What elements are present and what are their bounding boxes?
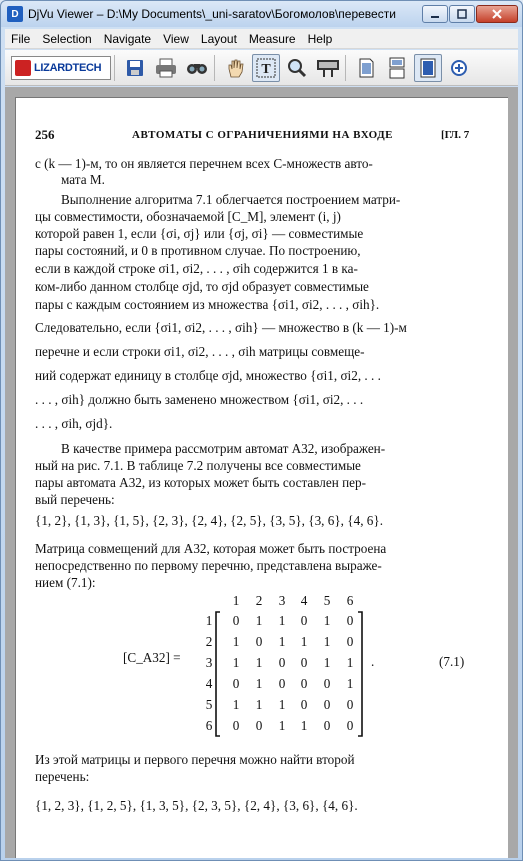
single-page-button[interactable] [352, 54, 380, 82]
matrix-cell: 0 [232, 613, 240, 628]
first-list: {1, 2}, {1, 3}, {1, 5}, {2, 3}, {2, 4}, {2, 5}, {3, 5}, {3, 6}, {4, 6}. [35, 513, 384, 528]
window-title: DjVu Viewer – D:\My Documents\_uni-saratov\Богомолов\перевести [28, 7, 396, 21]
text-line: ный на рис. 7.1. В таблице 7.2 получены все совместимые [35, 458, 361, 473]
text-line: Из этой матрицы и первого перечня можно найти второй [35, 752, 355, 767]
text-line: Следовательно, если {σi1, σi2, . . . , σih} — множество в (k — 1)-м [35, 320, 407, 335]
matrix-cell: 1 [278, 634, 286, 649]
matrix-cell: 1 [323, 613, 331, 628]
matrix-cell: 1 [278, 718, 286, 733]
text-line: . . . , σih, σjd}. [35, 416, 113, 431]
menu-navigate[interactable]: Navigate [103, 31, 152, 46]
toolbar-separator [345, 55, 346, 81]
matrix-cell: 0 [300, 655, 308, 670]
text-line: цы совместимости, обозначаемой [C_M], элемент (i, j) [35, 209, 341, 224]
toolbar-separator [114, 55, 115, 81]
facing-page-icon [418, 57, 438, 79]
matrix-row-header: 3 [205, 655, 213, 670]
logo-text: LIZARDTECH [34, 61, 102, 74]
text-line: которой равен 1, если {σi, σj} или {σj, σi} — совместимые [35, 226, 364, 241]
matrix-cell: 1 [323, 655, 331, 670]
document-viewport[interactable] [5, 87, 518, 858]
text-line: ний содержат единицу в столбце σjd, множество {σi1, σi2, . . . [35, 368, 381, 383]
maximize-icon [457, 9, 467, 19]
matrix-row-header: 5 [205, 697, 213, 712]
svg-text:T: T [261, 61, 271, 77]
text-line: Матрица совмещений для A32, которая может быть построена [35, 541, 387, 556]
text-select-button[interactable] [252, 54, 280, 82]
print-icon [155, 58, 177, 78]
matrix-cell: 0 [346, 697, 354, 712]
zoom-button[interactable] [283, 54, 311, 82]
matrix-cell: 0 [278, 676, 286, 691]
matrix-row-header: 2 [205, 634, 213, 649]
text-line: пары состояний, и 0 в противном случае. По построению, [35, 243, 361, 258]
text-line: вый перечень: [35, 492, 115, 507]
matrix-col-header: 1 [232, 593, 240, 608]
text-line: нием (7.1): [35, 575, 96, 590]
matrix-col-header: 6 [346, 593, 354, 608]
zoom-in-button[interactable] [445, 54, 473, 82]
matrix-cell: 1 [232, 655, 240, 670]
hand-icon [225, 57, 245, 79]
find-icon [186, 58, 208, 78]
find-button[interactable] [183, 54, 211, 82]
print-button[interactable] [152, 54, 180, 82]
lizard-logo-icon [15, 60, 31, 76]
save-icon [125, 58, 145, 78]
matrix-cell: 1 [255, 676, 263, 691]
djvu-page [15, 97, 508, 858]
matrix-row-header: 1 [205, 613, 213, 628]
zoom-rect-icon [316, 58, 340, 78]
matrix-cell: 1 [255, 697, 263, 712]
menu-view[interactable]: View [163, 31, 189, 46]
matrix-cell: 1 [278, 613, 286, 628]
matrix-label: [C_A32] = [123, 650, 181, 665]
matrix-cell: 1 [300, 718, 308, 733]
matrix-cell: 1 [255, 655, 263, 670]
running-header-chapter: [ГЛ. 7 [441, 129, 470, 141]
matrix-col-header: 5 [323, 593, 331, 608]
menu-selection[interactable]: Selection [42, 31, 92, 46]
text-line: мата M. [61, 172, 105, 187]
matrix-cell: 0 [300, 613, 308, 628]
text-line: пары с каждым состоянием из множества {σi1, σi2, . . . , σih}. [35, 297, 380, 312]
matrix-cell: 0 [300, 697, 308, 712]
matrix-cell: 1 [278, 697, 286, 712]
matrix-cell: 1 [300, 634, 308, 649]
matrix-cell: 1 [255, 613, 263, 628]
maximize-button[interactable] [449, 5, 475, 23]
text-line: если в каждой строке σi1, σi2, . . . , σih содержится 1 в ка- [35, 261, 358, 276]
matrix-cell: 1 [323, 634, 331, 649]
second-list: {1, 2, 3}, {1, 2, 5}, {1, 3, 5}, {2, 3, 5}, {2, 4}, {3, 6}, {4, 6}. [35, 798, 358, 813]
menu-bar [5, 29, 518, 49]
menu-measure[interactable]: Measure [248, 31, 296, 46]
matrix-cell: 0 [346, 718, 354, 733]
matrix-cell: 0 [255, 634, 263, 649]
minimize-icon [430, 9, 440, 19]
matrix-cell: 1 [346, 676, 354, 691]
matrix-cell: 1 [232, 697, 240, 712]
text-line: . . . , σih} должно быть заменено множеством {σi1, σi2, . . . [35, 392, 364, 407]
facing-page-button[interactable] [414, 54, 442, 82]
toolbar [5, 50, 518, 86]
matrix-cell: 0 [278, 655, 286, 670]
matrix-cell: 0 [323, 676, 331, 691]
menu-layout[interactable]: Layout [200, 31, 237, 46]
text-line: ком-либо данном столбце σjd, то σjd образует совместимые [35, 279, 369, 294]
menu-file[interactable]: File [11, 31, 31, 46]
text-select-icon [256, 58, 276, 78]
djvu-app-icon: D [7, 6, 23, 22]
matrix-cell: 0 [346, 634, 354, 649]
lizardtech-logo[interactable] [11, 56, 111, 80]
title-bar[interactable] [1, 1, 522, 27]
toolbar-separator [214, 55, 215, 81]
matrix-cell: 1 [346, 655, 354, 670]
save-button[interactable] [121, 54, 149, 82]
equation-number: (7.1) [439, 654, 465, 669]
matrix-cell: 0 [323, 697, 331, 712]
text-line: В качестве примера рассмотрим автомат A32, изображен- [61, 441, 386, 456]
matrix-row-header: 4 [205, 676, 213, 691]
matrix-cell: 0 [300, 676, 308, 691]
matrix-cell: 0 [346, 613, 354, 628]
text-line: пары автомата A32, из которых может быть составлен пер- [35, 475, 366, 490]
text-line: с (k — 1)-м, то он является перечнем всех C-множеств авто- [35, 156, 373, 171]
matrix-cell: 0 [232, 718, 240, 733]
hand-tool-button[interactable] [221, 54, 249, 82]
matrix-cell: 0 [255, 718, 263, 733]
matrix-cell: 0 [323, 718, 331, 733]
continuous-page-icon [387, 57, 407, 79]
matrix-cell: 1 [232, 634, 240, 649]
menu-help[interactable]: Help [307, 31, 333, 46]
zoom-icon [287, 58, 307, 78]
text-line: Выполнение алгоритма 7.1 облегчается построением матри- [61, 192, 401, 207]
single-page-icon [356, 57, 376, 79]
zoom-rect-button[interactable] [314, 54, 342, 82]
matrix-col-header: 3 [278, 593, 286, 608]
matrix-col-header: 2 [255, 593, 263, 608]
page-number: 256 [35, 127, 55, 142]
text-line: перечень: [35, 769, 90, 784]
text-line: перечне и если строки σi1, σi2, . . . , σih матрицы совмеще- [35, 344, 365, 359]
matrix-period: . [371, 654, 375, 669]
zoom-in-icon [449, 58, 469, 78]
close-icon [492, 9, 502, 19]
minimize-button[interactable] [422, 5, 448, 23]
matrix-col-header: 4 [300, 593, 308, 608]
continuous-page-button[interactable] [383, 54, 411, 82]
matrix-row-header: 6 [205, 718, 213, 733]
matrix-cell: 0 [232, 676, 240, 691]
close-button[interactable] [476, 5, 518, 23]
text-line: непосредственно по первому перечню, представлена выраже- [35, 558, 382, 573]
running-header-title: АВТОМАТЫ С ОГРАНИЧЕНИЯМИ НА ВХОДЕ [132, 129, 394, 141]
